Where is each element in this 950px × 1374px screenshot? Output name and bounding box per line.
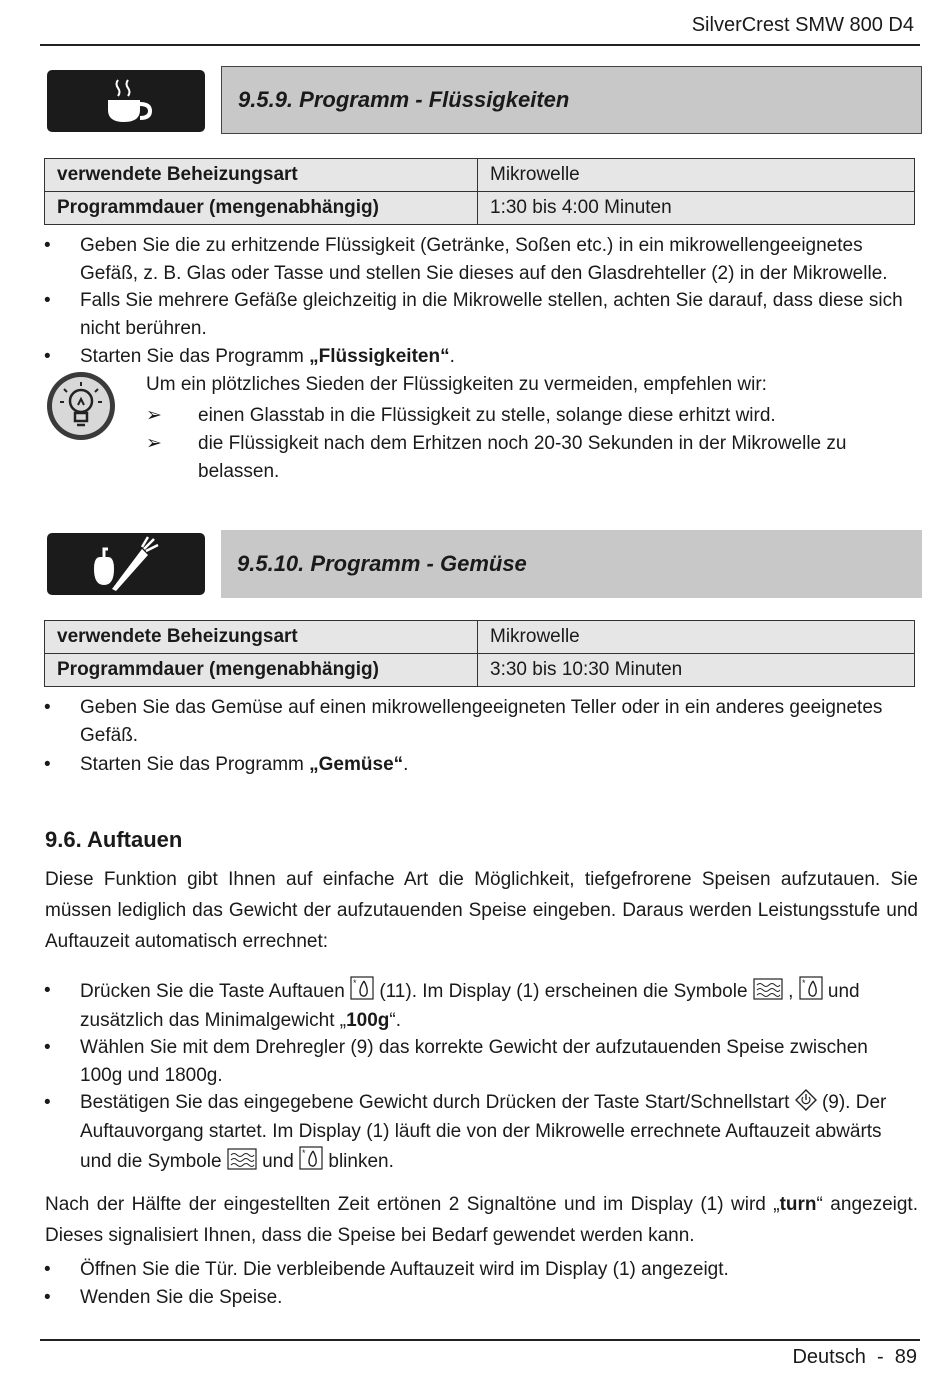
table-row [45,654,915,687]
table-row [45,621,915,654]
footer-rule [40,1339,920,1341]
spec-table [44,620,915,687]
spec-table [44,158,915,225]
list-item [44,1256,914,1284]
list-item [44,232,914,288]
list-item-text: einen Glasstab in die Flüssigkeit zu stelle, solange diese erhitzt wird. [198,405,776,426]
start-key-icon [795,1089,817,1111]
table-row [45,159,915,192]
bullet-icon: • [44,1092,51,1113]
list-item-text: Falls Sie mehrere Gefäße gleichzeitig in die Mikrowelle stellen, achten Sie darauf, dass diese sich nicht berühren. [80,290,903,339]
table-value: 3:30 bis 10:30 Minuten [478,654,915,687]
svg-text:*: * [801,978,806,988]
page-footer: Deutsch - 89 [792,1346,917,1368]
list-item-text: Starten Sie das Programm „Flüssigkeiten“. [80,346,455,367]
table-key: verwendete Beheizungsart [45,621,478,654]
header-rule [40,44,920,46]
section-heading: 9.6. Auftauen [45,827,183,852]
bullet-icon: • [44,697,51,718]
list-item-text: Öffnen Sie die Tür. Die verbleibende Auftauzeit wird im Display (1) angezeigt. [80,1259,729,1280]
defrost-key-icon [299,1146,323,1170]
tip-intro: Um ein plötzliches Sieden der Flüssigkeiten zu vermeiden, empfehlen wir: [146,374,767,395]
list-item [146,402,906,430]
table-value: Mikrowelle [478,621,915,654]
defrost-key-icon [799,976,823,1000]
list-item [44,976,914,1035]
vegetables-icon [47,533,205,595]
list-item [146,430,866,486]
defrost-waves-icon [753,978,783,1000]
table-key: Programmdauer (mengenabhängig) [45,654,478,687]
svg-text:*: * [302,1148,306,1158]
bullet-icon: • [44,346,51,367]
program-name: „Gemüse“ [309,754,404,775]
list-item-text: Geben Sie die zu erhitzende Flüssigkeit (Getränke, Soßen etc.) in ein mikrowellengeeignetes Gefäß, z. B. Glas oder Tasse und stellen Sie dieses auf den Glasdrehteller (2) in der Mikrowelle. [80,235,888,284]
bullet-icon: • [44,980,51,1001]
arrow-bullet-icon: ➢ [146,405,162,426]
list-item [44,1088,914,1176]
defrost-key-icon [350,976,374,1000]
list-item-text: Starten Sie das Programm „Gemüse“. [80,754,409,775]
bullet-icon: • [44,1259,51,1280]
list-item-text: Wenden Sie die Speise. [80,1287,283,1308]
list-item-text: Drücken Sie die Taste Auftauen * (11). Im Display (1) erscheinen die Symbole , * und zusätzlich das Minimalgewicht „100g“. [80,978,860,1031]
bullet-icon: • [44,1287,51,1308]
min-weight: 100g [346,1010,390,1031]
list-item [44,694,914,750]
list-item [44,751,914,779]
svg-text:*: * [353,978,357,988]
table-value: Mikrowelle [478,159,915,192]
bullet-icon: • [44,235,51,256]
list-item-text: Bestätigen Sie das eingegebene Gewicht durch Drücken der Taste Start/Schnellstart (9). Der Auftauvorgang startet. Im Display (1) läuft die von der Mikrowelle errechnete Auftauzeit abwärts und die Symbole und * blinken. [80,1088,914,1176]
table-row [45,192,915,225]
program-name: „Flüssigkeiten“ [309,346,450,367]
intro-paragraph: Diese Funktion gibt Ihnen auf einfache Art die Möglichkeit, tiefgefrorene Speisen aufzutauen. Sie müssen lediglich das Gewicht der aufzutauenden Speise eingeben. Daraus werden Leistungsstufe und Auftauzeit automatisch errechnet: [45,869,918,952]
bullet-icon: • [44,1037,51,1058]
section-heading-bar [221,530,922,598]
section-title: 9.5.9. Programm - Flüssigkeiten [238,87,570,112]
defrost-waves-icon [227,1148,257,1170]
list-item-text: Wählen Sie mit dem Drehregler (9) das korrekte Gewicht der aufzutauenden Speise zwischen 100g und 1800g. [80,1037,868,1086]
list-item [44,1284,914,1312]
paragraph: Nach der Hälfte der eingestellten Zeit ertönen 2 Signaltöne und im Display (1) wird „turn“ angezeigt. Dieses signalisiert Ihnen, dass die Speise bei Bedarf gewendet werden kann. [45,1194,918,1246]
bullet-icon: • [44,290,51,311]
table-key: verwendete Beheizungsart [45,159,478,192]
list-item [44,287,914,343]
turn-label: turn [779,1194,817,1215]
steaming-cup-icon [47,70,205,132]
list-item [44,343,914,371]
bullet-icon: • [44,754,51,775]
section-heading-bar [221,66,922,134]
table-value: 1:30 bis 4:00 Minuten [478,192,915,225]
list-item-text: Geben Sie das Gemüse auf einen mikrowellengeeigneten Teller oder in ein anderes geeignetes Gefäß. [80,697,883,746]
lightbulb-icon [45,370,117,448]
arrow-bullet-icon: ➢ [146,433,162,454]
document-header-title: SilverCrest SMW 800 D4 [691,14,914,36]
table-key: Programmdauer (mengenabhängig) [45,192,478,225]
list-item [44,1034,914,1090]
list-item-text: die Flüssigkeit nach dem Erhitzen noch 20-30 Sekunden in der Mikrowelle zu belassen. [198,433,847,482]
section-title: 9.5.10. Programm - Gemüse [237,551,527,576]
